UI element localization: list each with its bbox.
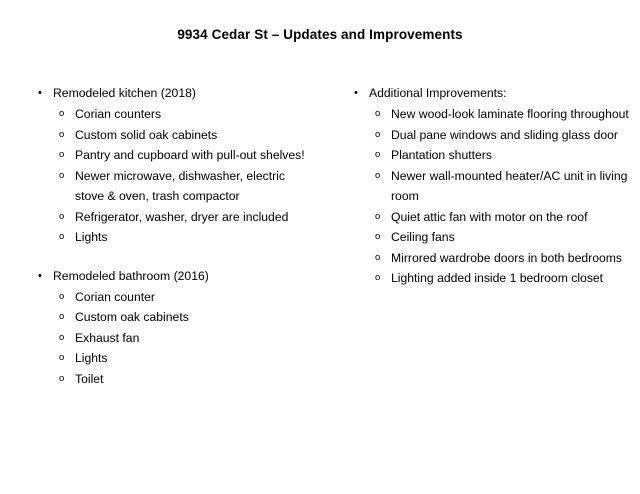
sub-bullet-marker-icon: o xyxy=(59,149,65,160)
list-item xyxy=(53,227,312,248)
sub-bullet-marker-icon: o xyxy=(59,311,65,322)
list-item-label: Toilet xyxy=(75,371,104,386)
sub-bullet-marker-icon: o xyxy=(59,108,65,119)
list-item-label: Ceiling fans xyxy=(391,230,455,244)
sub-bullet-marker-icon: o xyxy=(59,169,65,181)
sub-bullet-marker-icon: o xyxy=(375,272,381,283)
list-item xyxy=(53,145,312,166)
list-item xyxy=(53,125,312,146)
sub-bullet-marker-icon: o xyxy=(59,210,65,222)
group-heading: Remodeled bathroom (2016) xyxy=(53,268,209,283)
list-item xyxy=(369,145,630,166)
group-spacer xyxy=(34,250,312,267)
list-item xyxy=(53,348,312,369)
sub-bullet-marker-icon: o xyxy=(375,251,381,263)
list-item xyxy=(53,287,312,308)
list-item-label: Pantry and cupboard with pull-out shelves! xyxy=(75,148,305,162)
list-item-label: Exhaust fan xyxy=(75,330,140,345)
sub-bullet-marker-icon: o xyxy=(375,231,381,242)
sub-bullet-marker-icon: o xyxy=(375,210,381,222)
list-item xyxy=(53,166,312,207)
list-item xyxy=(53,328,312,349)
list-item-label: Lights xyxy=(75,230,108,244)
list-item-label: New wood-look laminate flooring throughout xyxy=(391,107,629,121)
list-item-label: Corian counter xyxy=(75,289,155,304)
list-item xyxy=(369,248,630,269)
bullet-marker-icon: • xyxy=(38,87,42,99)
page-title: 9934 Cedar St – Updates and Improvements xyxy=(177,27,463,42)
list-item xyxy=(53,307,312,328)
sub-bullet-marker-icon: o xyxy=(59,290,65,302)
list-item-label: Newer microwave, dishwasher, electric stove & oven, trash compactor xyxy=(75,168,285,203)
list-item-label: Newer wall-mounted heater/AC unit in living room xyxy=(391,168,628,203)
bullet-list-left xyxy=(34,84,312,389)
sub-bullet-marker-icon: o xyxy=(375,128,381,140)
sub-bullet-marker-icon: o xyxy=(59,331,65,343)
list-item xyxy=(53,207,312,228)
sub-list xyxy=(53,104,312,248)
sub-bullet-marker-icon: o xyxy=(59,128,65,140)
list-item xyxy=(350,84,630,289)
list-item-label: Corian counters xyxy=(75,107,162,121)
sub-bullet-marker-icon: o xyxy=(59,231,65,242)
list-item xyxy=(369,268,630,289)
bullet-list-right xyxy=(350,84,630,289)
list-item xyxy=(53,104,312,125)
list-item-label: Custom oak cabinets xyxy=(75,310,189,324)
list-item-label: Lights xyxy=(75,351,108,365)
sub-bullet-marker-icon: o xyxy=(375,149,381,160)
list-item-label: Refrigerator, washer, dryer are included xyxy=(75,209,289,224)
list-item-label: Plantation shutters xyxy=(391,148,492,162)
sub-list xyxy=(53,287,312,390)
sub-bullet-marker-icon: o xyxy=(375,169,381,181)
list-item xyxy=(369,125,630,146)
list-item xyxy=(53,369,312,390)
sub-bullet-marker-icon: o xyxy=(375,108,381,119)
sub-bullet-marker-icon: o xyxy=(59,372,65,384)
bullet-marker-icon: • xyxy=(38,269,42,282)
list-item-label: Dual pane windows and sliding glass door xyxy=(391,127,618,142)
list-item-label: Lighting added inside 1 bedroom closet xyxy=(391,271,604,285)
content-columns xyxy=(0,84,640,391)
list-item xyxy=(369,207,630,228)
sub-bullet-marker-icon: o xyxy=(59,352,65,363)
bullet-marker-icon: • xyxy=(354,87,358,99)
column-right xyxy=(320,84,640,291)
list-item-label: Quiet attic fan with motor on the roof xyxy=(391,209,588,224)
list-item xyxy=(369,166,630,207)
list-item-label: Custom solid oak cabinets xyxy=(75,127,218,142)
sub-list xyxy=(369,104,630,289)
column-left xyxy=(0,84,320,391)
group-heading: Additional Improvements: xyxy=(369,86,507,100)
list-item xyxy=(369,227,630,248)
group-heading: Remodeled kitchen (2018) xyxy=(53,86,196,100)
list-item xyxy=(34,84,312,248)
list-item xyxy=(369,104,630,125)
list-item xyxy=(34,267,312,390)
list-item-label: Mirrored wardrobe doors in both bedrooms xyxy=(391,250,622,265)
